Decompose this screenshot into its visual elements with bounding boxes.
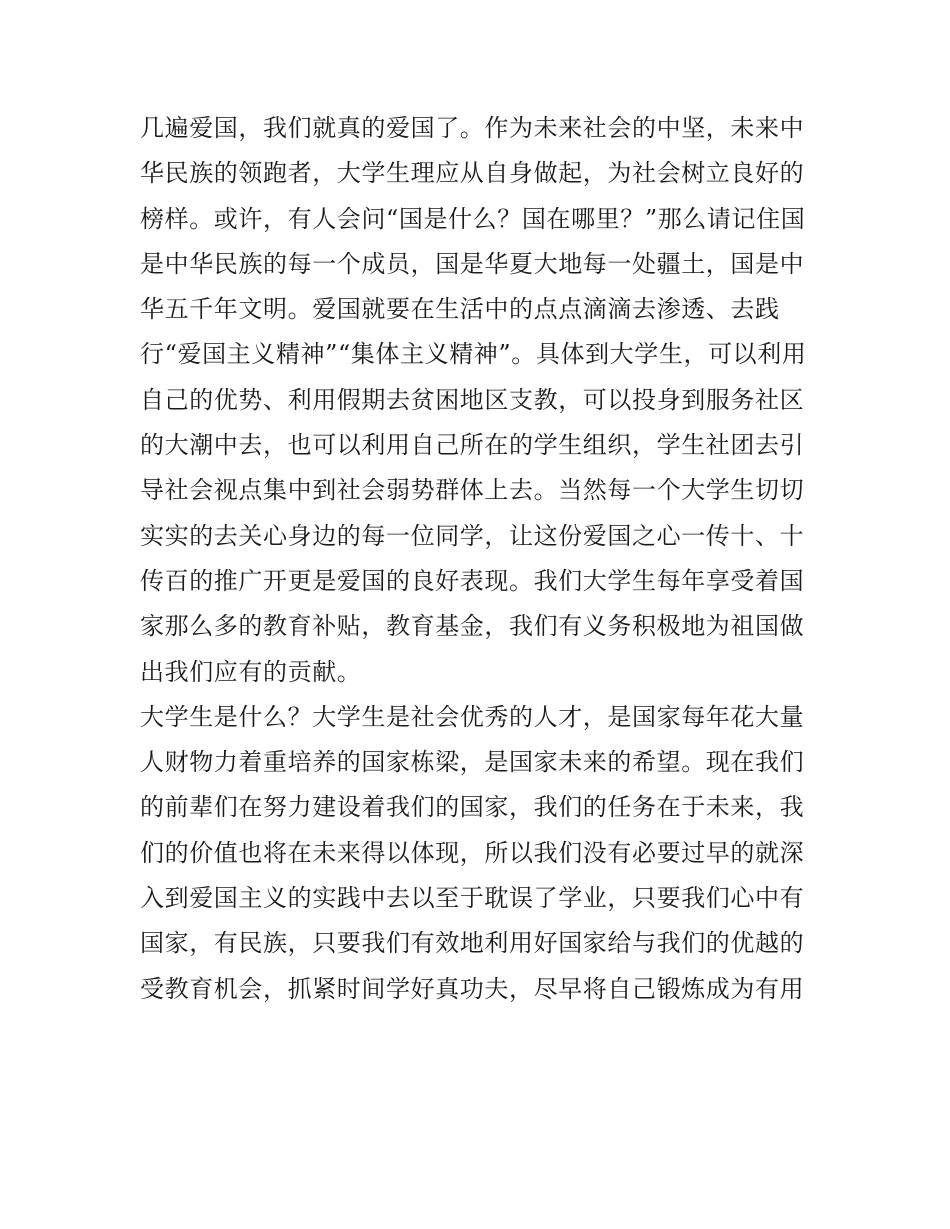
text-line: 出我们应有的贡献。	[140, 657, 362, 686]
body-text	[140, 106, 820, 1012]
text-line: 们的价值也将在未来得以体现，所以我们没有必要过早的就深	[140, 838, 805, 867]
text-line: 人财物力着重培养的国家栋梁，是国家未来的希望。现在我们	[140, 748, 805, 777]
text-line: 入到爱国主义的实践中去以至于耽误了学业，只要我们心中有	[140, 884, 805, 913]
text-line: 榜样。或许，有人会问“国是什么？国在哪里？”那么请记住国	[140, 204, 806, 233]
text-line: 导社会视点集中到社会弱势群体上去。当然每一个大学生切切	[140, 476, 805, 505]
text-line: 传百的推广开更是爱国的良好表现。我们大学生每年享受着国	[140, 566, 805, 595]
text-line: 华民族的领跑者，大学生理应从自身做起，为社会树立良好的	[140, 159, 805, 188]
text-line: 自己的优势、利用假期去贫困地区支教，可以投身到服务社区	[140, 385, 805, 414]
text-line: 行“爱国主义精神”“集体主义精神”。具体到大学生，可以利用	[140, 340, 807, 369]
text-line: 几遍爱国，我们就真的爱国了。作为未来社会的中坚，未来中	[140, 114, 805, 142]
text-line: 的大潮中去，也可以利用自己所在的学生组织，学生社团去引	[140, 431, 805, 460]
text-line: 家那么多的教育补贴，教育基金，我们有义务积极地为祖国做	[140, 612, 805, 641]
text-line: 大学生是什么？大学生是社会优秀的人才，是国家每年花大量	[140, 702, 805, 731]
text-line: 是中华民族的每一个成员，国是华夏大地每一处疆土，国是中	[140, 249, 805, 278]
text-line: 实实的去关心身边的每一位同学，让这份爱国之心一传十、十	[140, 521, 805, 550]
text-line: 的前辈们在努力建设着我们的国家，我们的任务在于未来，我	[140, 793, 805, 822]
text-line: 国家，有民族，只要我们有效地利用好国家给与我们的优越的	[140, 929, 805, 958]
text-line: 受教育机会，抓紧时间学好真功夫，尽早将自己锻炼成为有用	[140, 974, 805, 1003]
text-line: 华五千年文明。爱国就要在生活中的点点滴滴去渗透、去践	[140, 295, 780, 324]
